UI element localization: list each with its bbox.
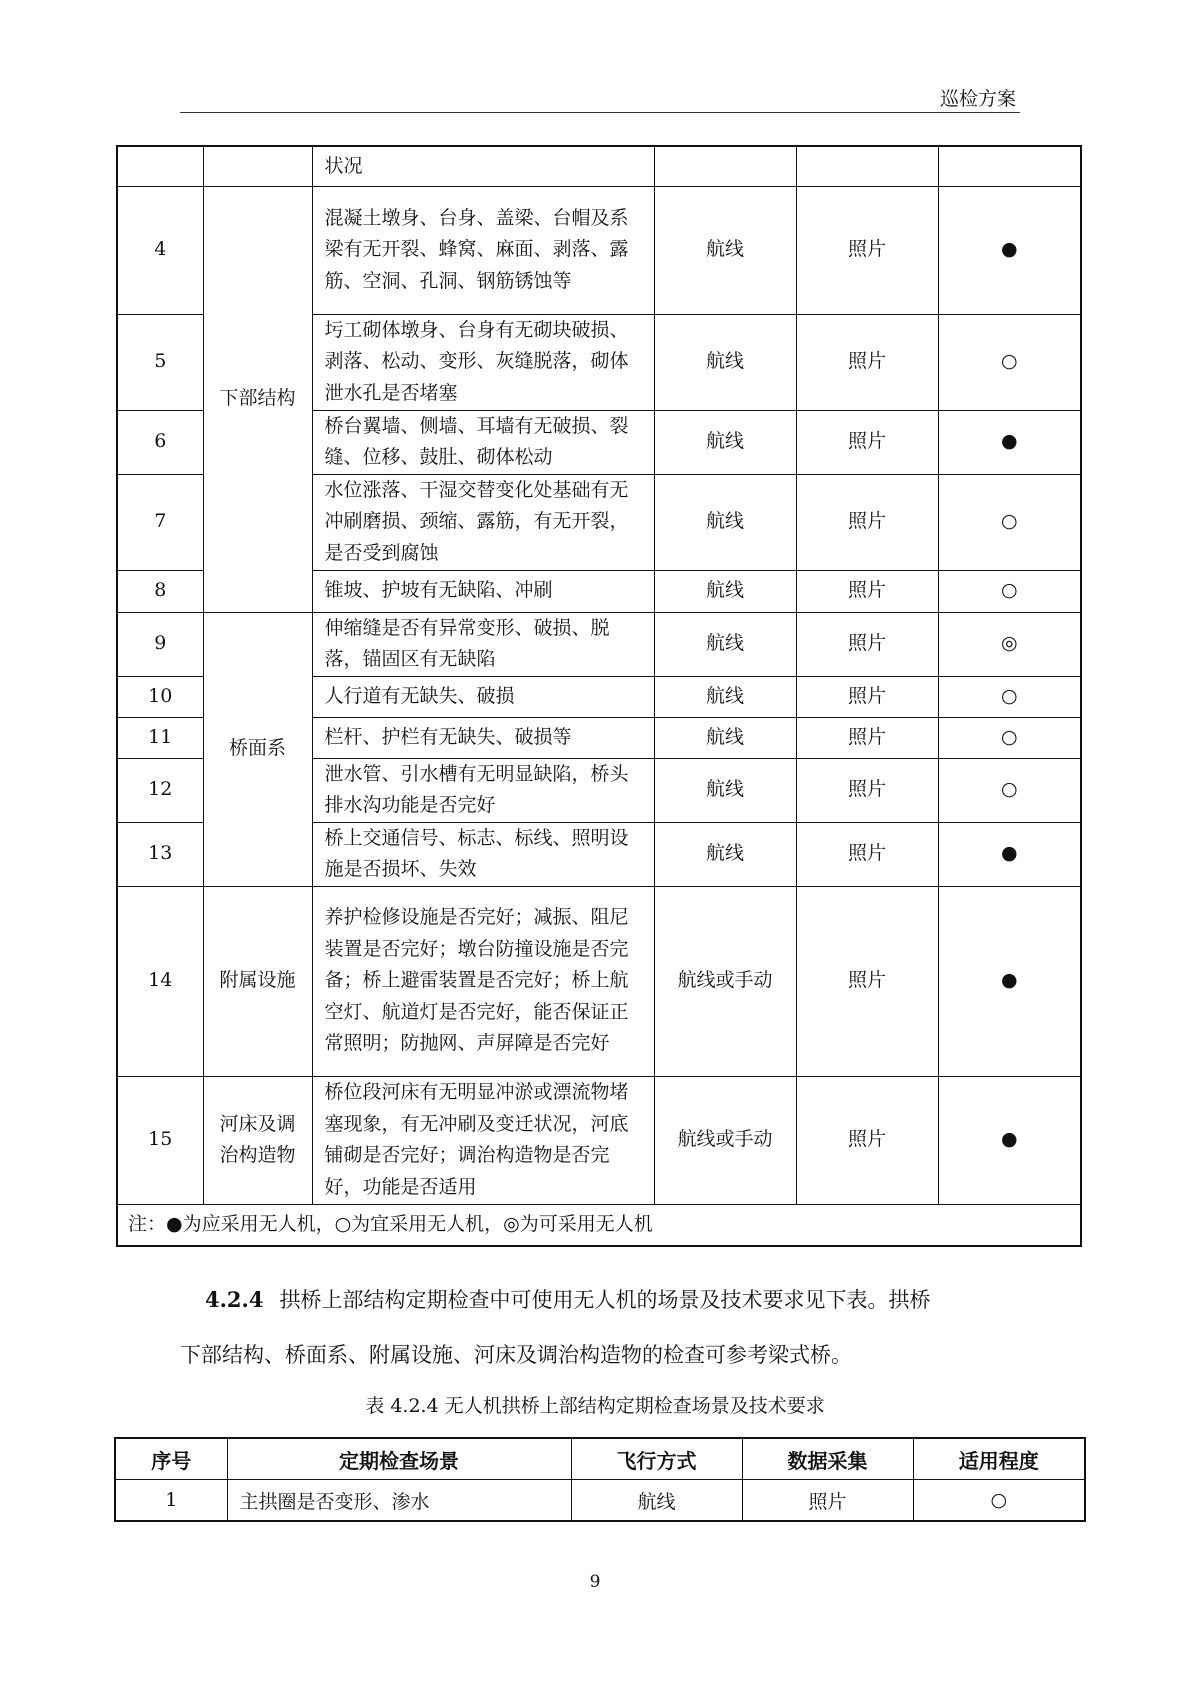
- row-flight: 航线: [571, 1480, 742, 1522]
- row-num: 10: [117, 676, 203, 717]
- table-row: [117, 186, 1081, 314]
- row-data: 照片: [796, 474, 938, 570]
- row-num: 11: [117, 717, 203, 758]
- row-data: 照片: [796, 570, 938, 612]
- level-mark: ●: [938, 1076, 1081, 1204]
- row-flight: 航线或手动: [654, 886, 796, 1076]
- group-riverbed: 河床及调治构造物: [203, 1076, 312, 1204]
- row-data: 照片: [796, 1076, 938, 1204]
- row-desc: 泄水管、引水槽有无明显缺陷，桥头排水沟功能是否完好: [312, 758, 654, 822]
- level-mark: ○: [938, 570, 1081, 612]
- arch-bridge-table: [114, 1437, 1086, 1522]
- row-desc: 桥台翼墙、侧墙、耳墙有无破损、裂缝、位移、鼓肚、砌体松动: [312, 410, 654, 474]
- table-caption: 表 4.2.4 无人机拱桥上部结构定期检查场景及技术要求: [365, 1395, 825, 1417]
- row-data: 照片: [796, 758, 938, 822]
- row-desc: 人行道有无缺失、破损: [312, 676, 654, 717]
- row-desc: 栏杆、护栏有无缺失、破损等: [312, 717, 654, 758]
- row-data: 照片: [796, 612, 938, 676]
- row-data: 照片: [796, 717, 938, 758]
- row-num: 12: [117, 758, 203, 822]
- header-flight: 飞行方式: [571, 1438, 742, 1480]
- section-paragraph: [180, 1286, 1020, 1314]
- row-num: 13: [117, 822, 203, 886]
- level-mark: ○: [938, 676, 1081, 717]
- header-level: 适用程度: [913, 1438, 1085, 1480]
- row-data: 照片: [796, 314, 938, 410]
- row-num: 4: [117, 186, 203, 314]
- row-flight: 航线: [654, 474, 796, 570]
- row-flight: 航线: [654, 314, 796, 410]
- row-num: 9: [117, 612, 203, 676]
- row-desc: 圬工砌体墩身、台身有无砌块破损、剥落、松动、变形、灰缝脱落，砌体泄水孔是否堵塞: [312, 314, 654, 410]
- row-data: 照片: [796, 822, 938, 886]
- row-num: 6: [117, 410, 203, 474]
- level-mark: ○: [938, 717, 1081, 758]
- header-data: 数据采集: [742, 1438, 913, 1480]
- row-flight: 航线或手动: [654, 1076, 796, 1204]
- level-mark: ●: [938, 186, 1081, 314]
- page-header: [180, 84, 1020, 113]
- row-num: 15: [117, 1076, 203, 1204]
- level-mark: ◎: [938, 612, 1081, 676]
- header-title: 巡检方案: [939, 88, 1016, 110]
- table-note: 注：●为应采用无人机，○为宜采用无人机，◎为可采用无人机: [117, 1204, 1081, 1246]
- group-deck-system: 桥面系: [203, 612, 312, 886]
- row-desc: 状况: [312, 146, 654, 186]
- row-desc: 养护检修设施是否完好；减振、阻尼装置是否完好；墩台防撞设施是否完备；桥上避雷装置是否完好；桥上航空灯、航道灯是否完好，能否保证正常照明；防抛网、声屏障是否完好: [312, 886, 654, 1076]
- level-mark: ○: [913, 1480, 1085, 1522]
- row-desc: 桥位段河床有无明显冲淤或漂流物堵塞现象，有无冲刷及变迁状况，河底铺砌是否完好；调治构造物是否完好，功能是否适用: [312, 1076, 654, 1204]
- row-desc: 主拱圈是否变形、渗水: [227, 1480, 571, 1522]
- table-row: [117, 886, 1081, 1076]
- level-mark: ●: [938, 886, 1081, 1076]
- row-desc: 水位涨落、干湿交替变化处基础有无冲刷磨损、颈缩、露筋，有无开裂，是否受到腐蚀: [312, 474, 654, 570]
- inspection-table: [116, 145, 1082, 1247]
- group-auxiliary: 附属设施: [203, 886, 312, 1076]
- row-desc: 混凝土墩身、台身、盖梁、台帽及系梁有无开裂、蜂窝、麻面、剥落、露筋、空洞、孔洞、钢筋锈蚀等: [312, 186, 654, 314]
- row-num: 8: [117, 570, 203, 612]
- header-scene: 定期检查场景: [227, 1438, 571, 1480]
- row-flight: 航线: [654, 186, 796, 314]
- row-data: 照片: [796, 676, 938, 717]
- table-header-row: [115, 1438, 1085, 1480]
- level-mark: ○: [938, 314, 1081, 410]
- table-row: [117, 146, 1081, 186]
- header-num: 序号: [115, 1438, 227, 1480]
- row-data: 照片: [742, 1480, 913, 1522]
- row-flight: 航线: [654, 822, 796, 886]
- paragraph-line-1: 拱桥上部结构定期检查中可使用无人机的场景及技术要求见下表。拱桥: [279, 1288, 931, 1312]
- row-desc: 桥上交通信号、标志、标线、照明设施是否损坏、失效: [312, 822, 654, 886]
- page-number: 9: [589, 1572, 601, 1592]
- group-lower-structure: 下部结构: [203, 186, 312, 612]
- row-flight: 航线: [654, 758, 796, 822]
- row-data: 照片: [796, 186, 938, 314]
- row-num: 5: [117, 314, 203, 410]
- row-num: 7: [117, 474, 203, 570]
- table-row: [117, 1076, 1081, 1204]
- row-flight: 航线: [654, 676, 796, 717]
- row-flight: 航线: [654, 570, 796, 612]
- row-data: 照片: [796, 886, 938, 1076]
- table-row: [117, 612, 1081, 676]
- level-mark: ●: [938, 822, 1081, 886]
- row-flight: 航线: [654, 717, 796, 758]
- row-desc: 锥坡、护坡有无缺陷、冲刷: [312, 570, 654, 612]
- level-mark: ○: [938, 474, 1081, 570]
- row-data: 照片: [796, 410, 938, 474]
- section-number: 4.2.4: [205, 1287, 264, 1312]
- row-num: 1: [115, 1480, 227, 1522]
- table-note-row: [117, 1204, 1081, 1246]
- row-flight: 航线: [654, 612, 796, 676]
- level-mark: ○: [938, 758, 1081, 822]
- row-flight: 航线: [654, 410, 796, 474]
- row-num: 14: [117, 886, 203, 1076]
- table-row: [115, 1480, 1085, 1522]
- row-desc: 伸缩缝是否有异常变形、破损、脱落，锚固区有无缺陷: [312, 612, 654, 676]
- paragraph-line-2: 下部结构、桥面系、附属设施、河床及调治构造物的检查可参考梁式桥。: [180, 1343, 852, 1367]
- level-mark: ●: [938, 410, 1081, 474]
